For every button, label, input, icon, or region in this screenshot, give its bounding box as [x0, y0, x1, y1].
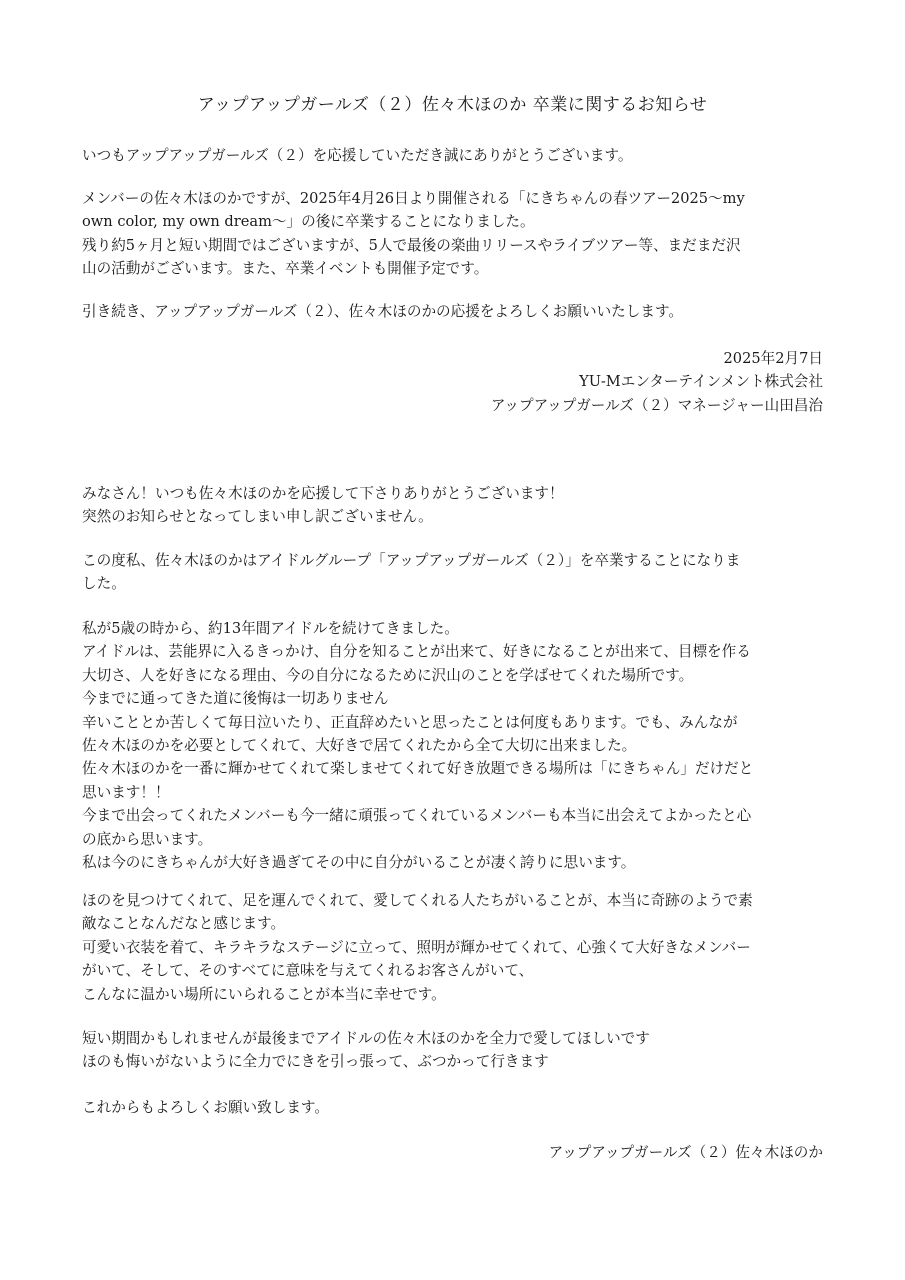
- text-line: の底から思います。: [82, 830, 213, 848]
- text-line: アイドルは、芸能界に入るきっかけ、自分を知ることが出来て、好きになることが出来て、目標を作る: [82, 643, 751, 661]
- notice-paragraph-3: [82, 300, 827, 323]
- message-paragraph-1: [82, 482, 827, 529]
- text-line: ほのも悔いがないように全力でにきを引っ張って、ぶつかって行きます: [82, 1053, 549, 1071]
- notice-date: 2025年2月7日: [723, 350, 823, 367]
- text-line: 私は今のにきちゃんが大好き過ぎてその中に自分がいることが凄く誇りに思います。: [82, 854, 636, 872]
- text-line: 思います！！: [82, 783, 170, 801]
- text-line: この度私、佐々木ほのかはアイドルグループ「アップアップガールズ（２）」を卒業することになりま: [82, 552, 741, 569]
- text-line: した。: [82, 575, 126, 593]
- notice-signature: [491, 347, 823, 417]
- notice-paragraph-1: [82, 144, 827, 167]
- text-line: own color, my own dream〜」の後に卒業することになりました。: [82, 213, 535, 231]
- text-line: 敵なことなんだなと感じます。: [82, 915, 286, 933]
- text-line: これからもよろしくお願い致します。: [82, 1099, 329, 1116]
- company-name: YU-Mエンターテインメント株式会社: [579, 373, 823, 391]
- text-line: こんなに温かい場所にいられることが本当に幸せです。: [82, 985, 446, 1003]
- text-line: みなさん！いつも佐々木ほのかを応援して下さりありがとうございます！: [82, 485, 564, 502]
- message-paragraph-2: [82, 549, 827, 596]
- text-line: 大切さ、人を好きになる理由、今の自分になるために沢山のことを学ばせてくれた場所です。: [82, 666, 694, 684]
- text-line: 佐々木ほのかを一番に輝かせてくれて楽しませてくれて好き放題できる場所は「にきちゃん」だけだと: [82, 760, 754, 778]
- message-signature: アップアップガールズ（２）佐々木ほのか: [548, 1144, 823, 1161]
- text-line: 山の活動がございます。また、卒業イベントも開催予定です。: [82, 260, 489, 278]
- text-line: 今までに通ってきた道に後悔は一切ありません: [82, 690, 389, 708]
- notice-title: アップアップガールズ（２）佐々木ほのか 卒業に関するお知らせ: [197, 95, 708, 115]
- message-paragraph-3: [82, 617, 827, 874]
- message-paragraph-4: [82, 889, 827, 1006]
- message-paragraph-5: [82, 1027, 827, 1074]
- text-line: 引き続き、アップアップガールズ（２）、佐々木ほのかの応援をよろしくお願いいたします。: [82, 303, 683, 320]
- text-line: 短い期間かもしれませんが最後までアイドルの佐々木ほのかを全力で愛してほしいです: [82, 1030, 650, 1047]
- text-line: 佐々木ほのかを必要としてくれて、大好きで居てくれたから全て大切に出来ました。: [82, 737, 637, 755]
- message-paragraph-6: [82, 1096, 827, 1119]
- text-line: メンバーの佐々木ほのかですが、2025年4月26日より開催される「にきちゃんの春ツアー2025〜my: [82, 190, 745, 207]
- text-line: 突然のお知らせとなってしまい申し訳ございません。: [82, 508, 433, 526]
- text-line: いつもアップアップガールズ（２）を応援していただき誠にありがとうございます。: [82, 147, 633, 164]
- text-line: がいて、そして、そのすべてに意味を与えてくれるお客さんがいて、: [82, 962, 534, 980]
- text-line: 可愛い衣装を着て、キラキラなステージに立って、照明が輝かせてくれて、心強くて大好きなメンバー: [82, 938, 751, 956]
- manager-name: アップアップガールズ（２）マネージャー山田昌治: [490, 396, 823, 414]
- text-line: 私が5歳の時から、約13年間アイドルを続けてきました。: [82, 620, 459, 637]
- text-line: 今まで出会ってくれたメンバーも今一緒に頑張ってくれているメンバーも本当に出会えてよかったと心: [82, 807, 752, 825]
- notice-paragraph-2: [82, 187, 827, 281]
- text-line: 辛いこととか苦しくて毎日泣いたり、正直辞めたいと思ったことは何度もあります。でも、みんなが: [82, 713, 738, 731]
- text-line: ほのを見つけてくれて、足を運んでくれて、愛してくれる人たちがいることが、本当に奇跡のようで素: [82, 892, 753, 909]
- text-line: 残り約5ヶ月と短い期間ではございますが、5人で最後の楽曲リリースやライブツアー等、まだまだ沢: [82, 236, 741, 254]
